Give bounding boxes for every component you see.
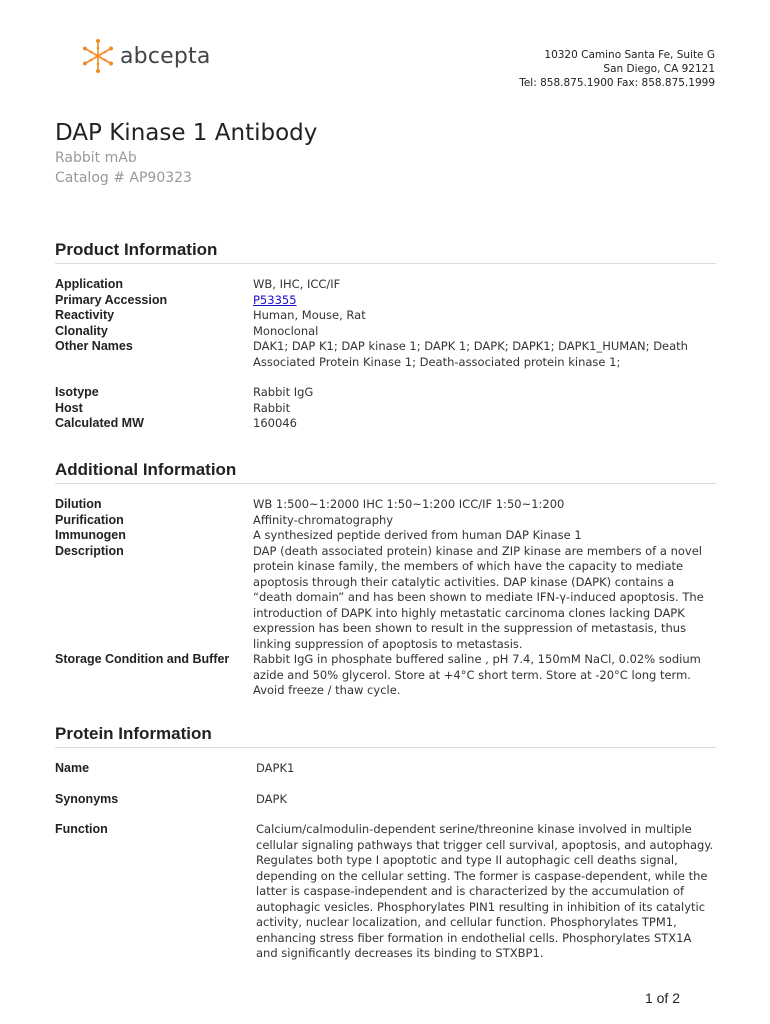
row-label: Other Names xyxy=(55,339,133,353)
row-label: Calculated MW xyxy=(55,416,144,430)
row-label: Dilution xyxy=(55,497,102,511)
catalog-number: Catalog # AP90323 xyxy=(55,170,192,186)
row-label: Function xyxy=(55,822,108,836)
row-value: 160046 xyxy=(253,416,297,430)
row-value: DAP (death associated protein) kinase and ZIP kinase are members of a novel protein kinase family, the members of which have the capacity to mediate apoptosis through their catalytic activities. DAP kinase (DAPK) contains a “death domain” and has been shown to mediate IFN-γ-induced apoptosis. The introduction of DAPK into highly metastatic carcinoma clones lacking DAPK expression has been shown to result in the suppression of metastasis, thus linking suppression of apoptosis to metastasis. xyxy=(253,543,704,651)
row-value: DAPK1 xyxy=(256,761,295,775)
contact-line: Tel: 858.875.1900 Fax: 858.875.1999 xyxy=(519,77,715,89)
protein-row-function xyxy=(55,822,716,962)
address-line-2: San Diego, CA 92121 xyxy=(603,63,715,75)
row-label: Clonality xyxy=(55,323,108,338)
row-label: Primary Accession xyxy=(55,292,168,307)
row-value: Rabbit xyxy=(253,400,291,415)
info-row-isotype xyxy=(55,385,716,401)
accession-link[interactable]: P53355 xyxy=(253,292,297,307)
info-row-clonality xyxy=(55,324,716,340)
row-label: Purification xyxy=(55,512,124,527)
info-row-dilution xyxy=(55,497,716,513)
protein-information-section xyxy=(55,724,716,977)
logo-text: abcepta xyxy=(120,43,211,69)
row-value: WB, IHC, ICC/IF xyxy=(253,277,341,291)
protein-row-synonyms xyxy=(55,792,716,808)
info-row-description xyxy=(55,544,716,653)
row-label: Application xyxy=(55,277,124,291)
info-row-reactivity xyxy=(55,308,716,324)
row-label: Description xyxy=(55,543,124,558)
company-address xyxy=(519,48,715,90)
page-title: DAP Kinase 1 Antibody xyxy=(55,120,318,146)
info-row-purification xyxy=(55,513,716,529)
row-value: Affinity-chromatography xyxy=(253,512,394,527)
page-number: 1 of 2 xyxy=(644,990,680,1006)
row-label: Isotype xyxy=(55,385,99,399)
info-row-host xyxy=(55,401,716,417)
protein-row-name xyxy=(55,761,716,777)
row-label: Name xyxy=(55,761,90,775)
product-title-block xyxy=(55,118,317,188)
row-value: Rabbit IgG in phosphate buffered saline , pH 7.4, 150mM NaCl, 0.02% sodium azide and 50% glycerol. Store at +4°C short term. Store at -20°C long term. Avoid freeze / thaw cycle. xyxy=(253,652,701,697)
row-value: Rabbit IgG xyxy=(253,385,314,399)
row-value: Monoclonal xyxy=(253,323,319,338)
product-information-section xyxy=(55,240,716,432)
row-value: Calcium/calmodulin-dependent serine/threonine kinase involved in multiple cellular signaling pathways that trigger cell survival, apoptosis, and autophagy. Regulates both type I apoptotic and type II autophagic cell deaths signal, depending on the cellular setting. The former is caspase-dependent, while the latter is caspase-independent and is characterized by the accumulation of autophagic vesicles. Phosphorylates PIN1 resulting in inhibition of its catalytic activity, nuclear localization, and cellular function. Phosphorylates TPM1, enhancing stress fiber formation in endothelial cells. Phosphorylates STX1A and significantly decreases its binding to STXBP1. xyxy=(256,822,714,960)
company-logo[interactable] xyxy=(80,38,211,74)
section-heading: Product Information xyxy=(55,240,716,264)
row-label: Host xyxy=(55,400,83,415)
row-label: Immunogen xyxy=(55,528,126,542)
row-value: A synthesized peptide derived from human DAP Kinase 1 xyxy=(253,528,582,542)
info-row-primary-accession xyxy=(55,293,716,309)
row-value: DAPK xyxy=(256,791,287,806)
address-line-1: 10320 Camino Santa Fe, Suite G xyxy=(544,49,715,61)
info-row-other-names xyxy=(55,339,716,370)
additional-information-section xyxy=(55,460,716,699)
info-row-storage xyxy=(55,652,716,699)
row-label: Synonyms xyxy=(55,791,119,806)
product-subtitle: Rabbit mAb xyxy=(55,150,137,166)
section-heading: Additional Information xyxy=(55,460,716,484)
section-heading: Protein Information xyxy=(55,724,716,748)
row-label: Reactivity xyxy=(55,308,115,322)
snowflake-dots-icon xyxy=(80,38,116,74)
row-label: Storage Condition and Buffer xyxy=(55,652,230,666)
info-row-immunogen xyxy=(55,528,716,544)
row-value: DAK1; DAP K1; DAP kinase 1; DAPK 1; DAPK; DAPK1; DAPK1_HUMAN; Death Associated Protein Kinase 1; Death-associated protein kinase 1; xyxy=(253,339,688,369)
info-row-application xyxy=(55,277,716,293)
info-row-calculated-mw xyxy=(55,416,716,432)
row-value: Human, Mouse, Rat xyxy=(253,308,366,322)
row-value: WB 1:500~1:2000 IHC 1:50~1:200 ICC/IF 1:50~1:200 xyxy=(253,497,565,511)
